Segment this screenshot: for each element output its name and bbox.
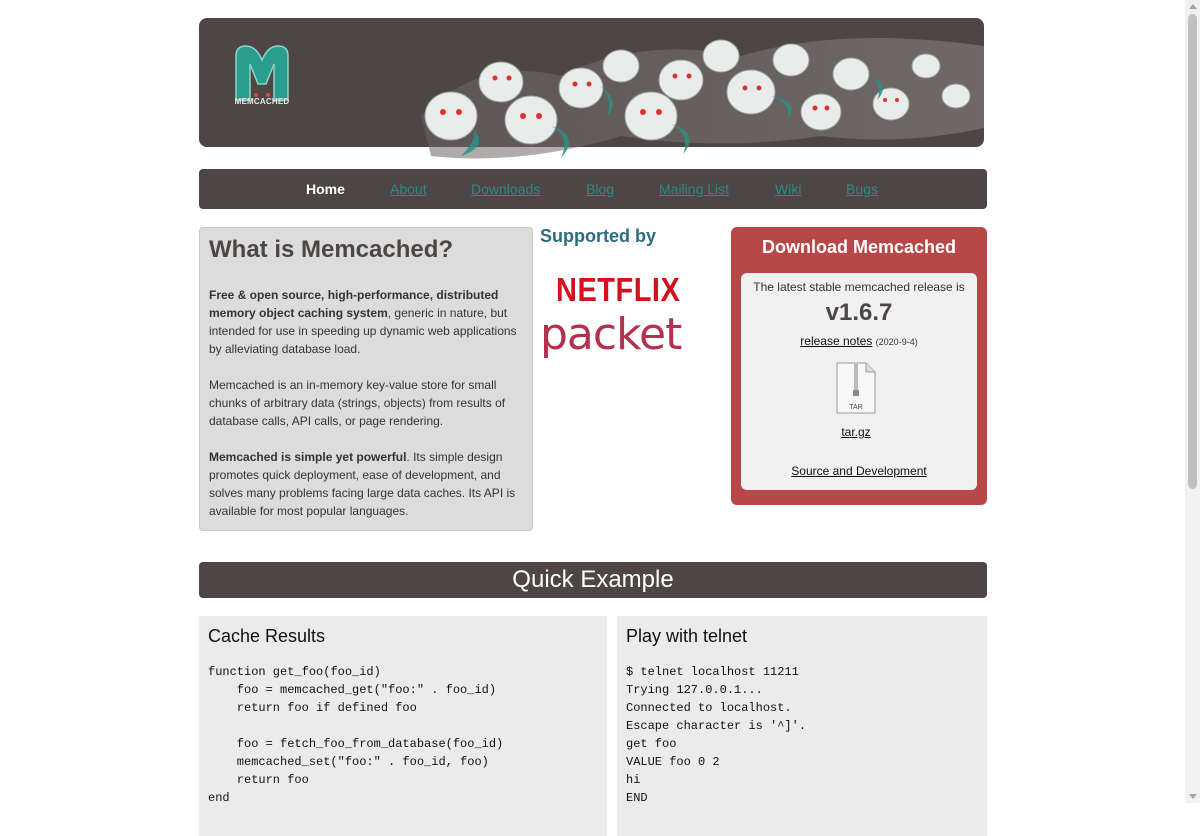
nav-downloads[interactable]: Downloads <box>471 181 541 197</box>
what-is-p3-rest: . Its simple design promotes quick deployment, ease of development, and solves many problems facing large data caches. Its API is available for most popular languages. <box>209 450 516 518</box>
latest-release-text: The latest stable memcached release is <box>753 280 965 294</box>
cache-results-title: Cache Results <box>208 626 326 646</box>
quick-example-header: Quick Example <box>199 562 987 598</box>
what-is-paragraph-1 <box>209 286 523 358</box>
what-is-title: What is Memcached? <box>209 236 454 263</box>
scroll-down-arrow-icon[interactable] <box>1189 794 1197 799</box>
scroll-up-arrow-icon[interactable] <box>1189 4 1197 9</box>
telnet-box <box>617 616 987 836</box>
download-inner <box>741 273 977 490</box>
source-development-link[interactable]: Source and Development <box>791 464 927 478</box>
vertical-scrollbar[interactable] <box>1185 0 1200 803</box>
packet-logo[interactable]: packet <box>540 309 682 360</box>
header-banner <box>199 18 984 147</box>
version-number: v1.6.7 <box>825 299 893 326</box>
netflix-logo[interactable]: NETFLIX <box>556 272 681 309</box>
nav-mailing-list[interactable]: Mailing List <box>659 181 730 197</box>
release-notes-line <box>741 334 977 348</box>
nav-about[interactable]: About <box>390 181 427 197</box>
what-is-paragraph-3 <box>209 448 523 520</box>
telnet-title: Play with telnet <box>626 626 748 646</box>
logo-text: MEMCACHED <box>234 97 290 106</box>
main-nav <box>199 169 987 209</box>
nav-bugs[interactable]: Bugs <box>846 181 878 197</box>
what-is-paragraph-2: Memcached is an in-memory key-value store for small chunks of arbitrary data (strings, objects) from results of database calls, API calls, or page rendering. <box>209 378 506 428</box>
cache-results-box <box>199 616 607 836</box>
release-notes-link[interactable]: release notes <box>800 334 873 348</box>
nav-wiki[interactable]: Wiki <box>775 181 802 197</box>
what-is-p1-bold: Free & open source, high-performance, distributed memory object caching system <box>209 288 499 320</box>
tar-gz-link[interactable]: tar.gz <box>841 425 871 439</box>
scroll-thumb[interactable] <box>1188 14 1197 489</box>
what-is-section <box>199 227 533 531</box>
what-is-p1-rest: , generic in nature, but intended for use in speeding up dynamic web applications by alleviating database load. <box>209 306 517 356</box>
download-box <box>731 227 987 505</box>
nav-home[interactable]: Home <box>306 181 345 197</box>
telnet-code: $ telnet localhost 11211 Trying 127.0.0.1... Connected to localhost. Escape character is '^]'. get foo VALUE foo 0 2 hi END <box>626 665 807 805</box>
nav-blog[interactable]: Blog <box>586 181 615 197</box>
mascot-illustration <box>421 16 984 162</box>
download-title: Download Memcached <box>761 237 957 257</box>
tar-file-icon[interactable] <box>836 362 876 414</box>
release-date: (2020-9-4) <box>875 337 918 347</box>
tar-icon-label: TAR <box>849 404 863 411</box>
what-is-p3-bold: Memcached is simple yet powerful <box>209 450 407 464</box>
supported-by-title: Supported by <box>540 226 656 246</box>
cache-results-code: function get_foo(foo_id) foo = memcached_get("foo:" . foo_id) return foo if defined foo foo = fetch_foo_from_database(foo_id) memcached_set("foo:" . foo_id, foo) return foo end <box>208 665 504 805</box>
